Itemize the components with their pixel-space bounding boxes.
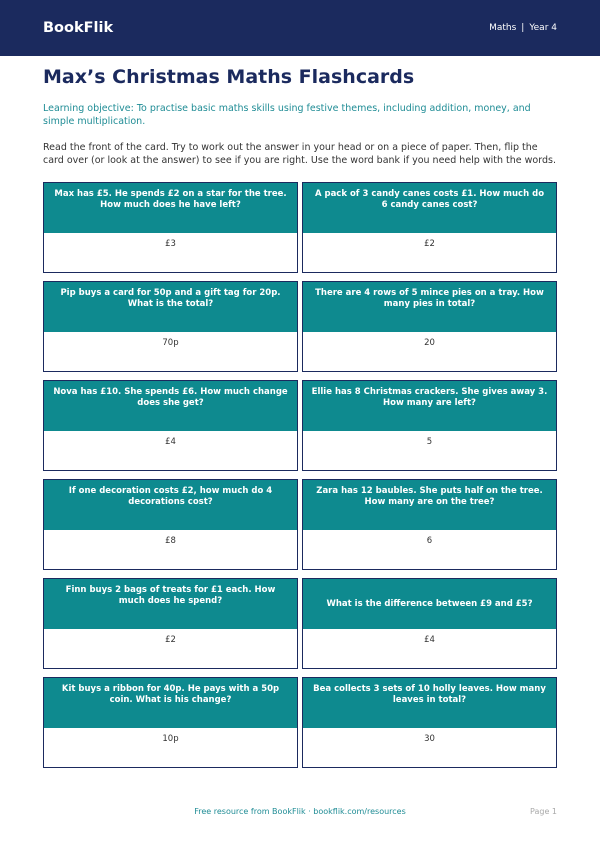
card-answer: £2 — [303, 233, 556, 272]
instructions: Read the front of the card. Try to work out the answer in your head or on a piece of paper. Then, flip the card over (or look at the answer) to see if you are right. Use the word bank if you need help with the words. — [43, 142, 556, 166]
card-question: Nova has £10. She spends £6. How much change does she get? — [44, 381, 297, 431]
card-answer: 20 — [303, 332, 556, 371]
top-banner — [0, 0, 600, 56]
card-question: There are 4 rows of 5 mince pies on a tray. How many pies in total? — [303, 282, 556, 332]
flashcard[interactable] — [43, 281, 298, 372]
card-question: If one decoration costs £2, how much do 4 decorations cost? — [44, 480, 297, 530]
card-question: Bea collects 3 sets of 10 holly leaves. How many leaves in total? — [303, 678, 556, 728]
card-question: Zara has 12 baubles. She puts half on the tree. How many are on the tree? — [303, 480, 556, 530]
card-answer: £4 — [44, 431, 297, 470]
card-question: Max has £5. He spends £2 on a star for the tree. How much does he have left? — [44, 183, 297, 233]
flashcard[interactable] — [302, 479, 557, 570]
flashcard[interactable] — [43, 380, 298, 471]
card-answer: £4 — [303, 629, 556, 668]
brand-logo[interactable]: BookFlik — [43, 20, 114, 36]
card-question: A pack of 3 candy canes costs £1. How much do 6 candy canes cost? — [303, 183, 556, 233]
flashcard[interactable] — [302, 380, 557, 471]
footer-credit-link[interactable]: Free resource from BookFlik · bookflik.com/resources — [194, 807, 406, 816]
learning-objective: Learning objective: To practise basic maths skills using festive themes, including addition, money, and simple multiplication. — [43, 103, 531, 127]
card-answer: 6 — [303, 530, 556, 569]
card-question: Pip buys a card for 50p and a gift tag for 20p. What is the total? — [44, 282, 297, 332]
flashcard[interactable] — [43, 677, 298, 768]
flashcard[interactable] — [302, 281, 557, 372]
card-question: Ellie has 8 Christmas crackers. She gives away 3. How many are left? — [303, 381, 556, 431]
card-answer: 70p — [44, 332, 297, 371]
page-footer — [0, 807, 600, 821]
page-number: Page 1 — [530, 807, 557, 816]
flashcard[interactable] — [43, 182, 298, 273]
card-question: Finn buys 2 bags of treats for £1 each. How much does he spend? — [44, 579, 297, 629]
card-answer: 10p — [44, 728, 297, 767]
flashcard[interactable] — [43, 578, 298, 669]
header-meta — [489, 23, 557, 33]
card-answer: 30 — [303, 728, 556, 767]
flashcard[interactable] — [302, 578, 557, 669]
card-answer: 5 — [303, 431, 556, 470]
page-title: Max’s Christmas Maths Flashcards — [43, 66, 415, 88]
card-question: Kit buys a ribbon for 40p. He pays with a 50p coin. What is his change? — [44, 678, 297, 728]
flashcard[interactable] — [43, 479, 298, 570]
card-answer: £3 — [44, 233, 297, 272]
flashcard[interactable] — [302, 182, 557, 273]
flashcard[interactable] — [302, 677, 557, 768]
flashcard-grid — [43, 182, 557, 768]
year-label: Year 4 — [529, 23, 557, 33]
card-question: What is the difference between £9 and £5? — [303, 579, 556, 629]
subject-label: Maths — [489, 23, 517, 33]
card-answer: £8 — [44, 530, 297, 569]
card-answer: £2 — [44, 629, 297, 668]
meta-separator: | — [521, 23, 525, 33]
